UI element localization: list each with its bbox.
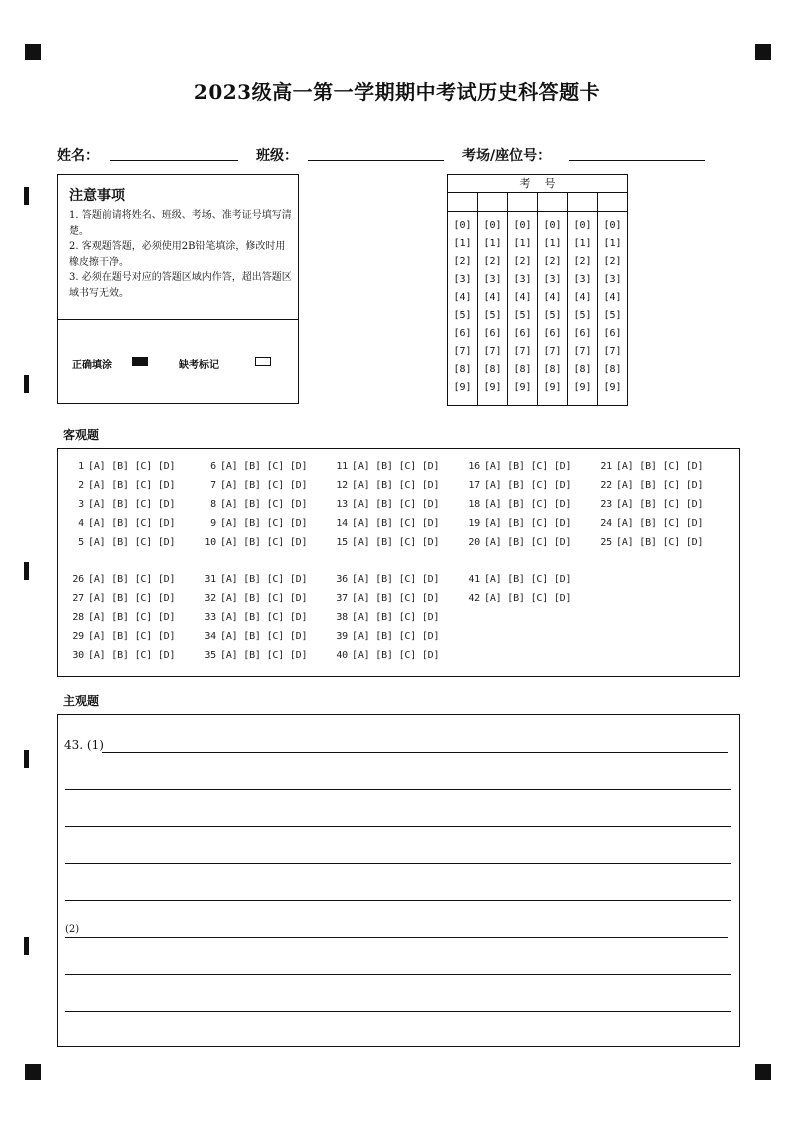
exam-digit-bubble[interactable]: [1] <box>453 238 472 249</box>
question-number: 32 <box>204 593 216 604</box>
question-number: 1 <box>78 461 84 472</box>
answer-options[interactable]: [A] [B] [C] [D] <box>616 537 704 548</box>
exam-digit-bubble[interactable]: [7] <box>543 346 562 357</box>
exam-digit-bubble[interactable]: [0] <box>573 220 592 231</box>
objective-question-33[interactable] <box>196 612 307 623</box>
exam-digit-bubble[interactable]: [2] <box>573 256 592 267</box>
exam-digit-bubble[interactable]: [5] <box>483 310 502 321</box>
answer-options[interactable]: [A] [B] [C] [D] <box>88 537 176 548</box>
question-number: 29 <box>72 631 84 642</box>
answer-options[interactable]: [A] [B] [C] [D] <box>352 650 440 661</box>
question-number: 36 <box>336 574 348 585</box>
question-number: 35 <box>204 650 216 661</box>
exam-digit-bubble[interactable]: [3] <box>543 274 562 285</box>
objective-question-36[interactable] <box>328 574 439 585</box>
objective-question-5[interactable] <box>64 537 175 548</box>
answer-line[interactable] <box>65 863 731 864</box>
question-number: 41 <box>468 574 480 585</box>
question-number: 27 <box>72 593 84 604</box>
exam-digit-bubble[interactable]: [9] <box>573 382 592 393</box>
exam-digit-bubble[interactable]: [2] <box>603 256 622 267</box>
question-number: 4 <box>78 518 84 529</box>
objective-question-39[interactable] <box>328 631 439 642</box>
answer-options[interactable]: [A] [B] [C] [D] <box>220 650 308 661</box>
exam-digit-bubble[interactable]: [9] <box>513 382 532 393</box>
answer-options[interactable]: [A] [B] [C] [D] <box>220 499 308 510</box>
question-number: 39 <box>336 631 348 642</box>
exam-digit-bubble[interactable]: [8] <box>543 364 562 375</box>
exam-digit-bubble[interactable]: [9] <box>543 382 562 393</box>
answer-line[interactable] <box>65 900 731 901</box>
exam-digit-bubble[interactable]: [4] <box>483 292 502 303</box>
question-number: 2 <box>78 480 84 491</box>
corner-mark-bottom-right <box>755 1064 771 1080</box>
timing-mark <box>24 562 29 580</box>
answer-options[interactable]: [A] [B] [C] [D] <box>220 574 308 585</box>
exam-digit-bubble[interactable]: [8] <box>483 364 502 375</box>
objective-question-17[interactable] <box>460 480 571 491</box>
question-number: 5 <box>78 537 84 548</box>
exam-number-write-cell[interactable] <box>478 193 507 212</box>
answer-options[interactable]: [A] [B] [C] [D] <box>484 593 572 604</box>
subjective-section-label: 主观题 <box>63 694 100 708</box>
exam-digit-bubble[interactable]: [0] <box>453 220 472 231</box>
answer-options[interactable]: [A] [B] [C] [D] <box>220 518 308 529</box>
objective-question-38[interactable] <box>328 612 439 623</box>
exam-number-write-cell[interactable] <box>538 193 567 212</box>
exam-digit-bubble[interactable]: [6] <box>453 328 472 339</box>
exam-digit-bubble[interactable]: [9] <box>603 382 622 393</box>
notice-items <box>69 208 295 301</box>
exam-number-header: 考号 <box>448 175 627 193</box>
correct-fill-label: 正确填涂 <box>72 360 112 371</box>
question-number: 8 <box>210 499 216 510</box>
exam-digit-bubble[interactable]: [6] <box>513 328 532 339</box>
exam-digit-bubble[interactable]: [2] <box>453 256 472 267</box>
answer-options[interactable]: [A] [B] [C] [D] <box>220 612 308 623</box>
exam-number-write-cell[interactable] <box>508 193 537 212</box>
answer-options[interactable]: [A] [B] [C] [D] <box>220 631 308 642</box>
question-number: 31 <box>204 574 216 585</box>
answer-options[interactable]: [A] [B] [C] [D] <box>88 612 176 623</box>
corner-mark-bottom-left <box>25 1064 41 1080</box>
exam-number-column <box>478 193 508 405</box>
question-number: 15 <box>336 537 348 548</box>
exam-digit-bubble[interactable]: [5] <box>573 310 592 321</box>
answer-options[interactable]: [A] [B] [C] [D] <box>616 499 704 510</box>
question-number: 14 <box>336 518 348 529</box>
objective-question-24[interactable] <box>592 518 703 529</box>
exam-number-column <box>508 193 538 405</box>
answer-options[interactable]: [A] [B] [C] [D] <box>88 574 176 585</box>
notice-item: 2. 客观题答题，必须使用2B铅笔填涂，修改时用橡皮擦干净。 <box>69 241 286 268</box>
answer-line[interactable] <box>65 937 728 938</box>
answer-options[interactable]: [A] [B] [C] [D] <box>88 480 176 491</box>
objective-question-42[interactable] <box>460 593 571 604</box>
exam-digit-bubble[interactable]: [4] <box>573 292 592 303</box>
name-label: 姓名： <box>57 148 99 164</box>
objective-question-6[interactable] <box>196 461 307 472</box>
exam-digit-bubble[interactable]: [0] <box>603 220 622 231</box>
subjective-answer-area <box>57 714 740 1047</box>
correct-fill-sample <box>132 357 148 366</box>
answer-options[interactable]: [A] [B] [C] [D] <box>484 461 572 472</box>
notice-item: 3. 必须在题号对应的答题区域内作答，超出答题区域书写无效。 <box>69 272 292 299</box>
exam-digit-bubble[interactable]: [6] <box>483 328 502 339</box>
objective-question-27[interactable] <box>64 593 175 604</box>
exam-digit-bubble[interactable]: [1] <box>483 238 502 249</box>
question-number: 12 <box>336 480 348 491</box>
question-number: 23 <box>600 499 612 510</box>
exam-digit-bubble[interactable]: [1] <box>603 238 622 249</box>
objective-question-8[interactable] <box>196 499 307 510</box>
question-number: 28 <box>72 612 84 623</box>
answer-options[interactable]: [A] [B] [C] [D] <box>352 593 440 604</box>
question-number: 33 <box>204 612 216 623</box>
objective-question-37[interactable] <box>328 593 439 604</box>
question-number: 11 <box>336 461 348 472</box>
question-43-part-2-label: (2) <box>65 924 80 935</box>
exam-digit-bubble[interactable]: [8] <box>603 364 622 375</box>
answer-options[interactable]: [A] [B] [C] [D] <box>352 574 440 585</box>
objective-question-31[interactable] <box>196 574 307 585</box>
answer-options[interactable]: [A] [B] [C] [D] <box>616 480 704 491</box>
question-number: 16 <box>468 461 480 472</box>
answer-options[interactable]: [A] [B] [C] [D] <box>484 574 572 585</box>
objective-question-28[interactable] <box>64 612 175 623</box>
timing-mark <box>24 375 29 393</box>
exam-digit-bubble[interactable]: [6] <box>543 328 562 339</box>
question-number: 19 <box>468 518 480 529</box>
objective-question-7[interactable] <box>196 480 307 491</box>
answer-options[interactable]: [A] [B] [C] [D] <box>220 480 308 491</box>
exam-digit-bubble[interactable]: [7] <box>453 346 472 357</box>
exam-number-column <box>448 193 478 405</box>
exam-digit-bubble[interactable]: [5] <box>603 310 622 321</box>
answer-options[interactable]: [A] [B] [C] [D] <box>88 518 176 529</box>
exam-digit-bubble[interactable]: [5] <box>453 310 472 321</box>
answer-options[interactable]: [A] [B] [C] [D] <box>352 518 440 529</box>
objective-question-34[interactable] <box>196 631 307 642</box>
question-number: 25 <box>600 537 612 548</box>
objective-question-15[interactable] <box>328 537 439 548</box>
notice-item: 1. 答题前请将姓名、班级、考场、准考证号填写清楚。 <box>69 210 292 237</box>
objective-question-14[interactable] <box>328 518 439 529</box>
question-number: 7 <box>210 480 216 491</box>
question-number: 34 <box>204 631 216 642</box>
exam-digit-bubble[interactable]: [2] <box>483 256 502 267</box>
exam-digit-bubble[interactable]: [4] <box>513 292 532 303</box>
answer-options[interactable]: [A] [B] [C] [D] <box>484 499 572 510</box>
question-number: 18 <box>468 499 480 510</box>
question-number: 38 <box>336 612 348 623</box>
exam-digit-bubble[interactable]: [3] <box>603 274 622 285</box>
objective-question-26[interactable] <box>64 574 175 585</box>
exam-digit-bubble[interactable]: [4] <box>603 292 622 303</box>
exam-digit-bubble[interactable]: [7] <box>483 346 502 357</box>
absent-mark-label: 缺考标记 <box>179 360 219 371</box>
objective-question-18[interactable] <box>460 499 571 510</box>
exam-digit-bubble[interactable]: [8] <box>513 364 532 375</box>
objective-question-16[interactable] <box>460 461 571 472</box>
exam-digit-bubble[interactable]: [7] <box>603 346 622 357</box>
objective-question-23[interactable] <box>592 499 703 510</box>
exam-digit-bubble[interactable]: [4] <box>543 292 562 303</box>
name-field[interactable] <box>110 160 238 161</box>
answer-options[interactable]: [A] [B] [C] [D] <box>88 499 176 510</box>
answer-options[interactable]: [A] [B] [C] [D] <box>220 537 308 548</box>
objective-question-35[interactable] <box>196 650 307 661</box>
question-number: 42 <box>468 593 480 604</box>
objective-question-13[interactable] <box>328 499 439 510</box>
question-number: 37 <box>336 593 348 604</box>
answer-options[interactable]: [A] [B] [C] [D] <box>352 499 440 510</box>
objective-question-12[interactable] <box>328 480 439 491</box>
answer-options[interactable]: [A] [B] [C] [D] <box>352 480 440 491</box>
answer-options[interactable]: [A] [B] [C] [D] <box>484 518 572 529</box>
objective-question-22[interactable] <box>592 480 703 491</box>
objective-question-21[interactable] <box>592 461 703 472</box>
question-number: 30 <box>72 650 84 661</box>
exam-digit-bubble[interactable]: [7] <box>513 346 532 357</box>
exam-digit-bubble[interactable]: [6] <box>603 328 622 339</box>
question-number: 40 <box>336 650 348 661</box>
absent-mark-checkbox[interactable] <box>255 357 271 366</box>
exam-number-write-cell[interactable] <box>448 193 477 212</box>
answer-options[interactable]: [A] [B] [C] [D] <box>88 650 176 661</box>
exam-number-grid <box>447 174 628 406</box>
question-number: 3 <box>78 499 84 510</box>
objective-question-2[interactable] <box>64 480 175 491</box>
answer-options[interactable]: [A] [B] [C] [D] <box>352 461 440 472</box>
question-number: 21 <box>600 461 612 472</box>
objective-question-1[interactable] <box>64 461 175 472</box>
exam-digit-bubble[interactable]: [2] <box>513 256 532 267</box>
exam-digit-bubble[interactable]: [3] <box>453 274 472 285</box>
page-title: 2023级高一第一学期期中考试历史科答题卡 <box>193 80 601 104</box>
answer-options[interactable]: [A] [B] [C] [D] <box>88 631 176 642</box>
exam-digit-bubble[interactable]: [0] <box>513 220 532 231</box>
objective-question-10[interactable] <box>196 537 307 548</box>
answer-options[interactable]: [A] [B] [C] [D] <box>352 612 440 623</box>
question-number: 13 <box>336 499 348 510</box>
exam-number-write-cell[interactable] <box>598 193 627 212</box>
answer-options[interactable]: [A] [B] [C] [D] <box>616 461 704 472</box>
exam-digit-bubble[interactable]: [3] <box>573 274 592 285</box>
exam-digit-bubble[interactable]: [0] <box>543 220 562 231</box>
question-number: 24 <box>600 518 612 529</box>
corner-mark-top-left <box>25 44 41 60</box>
question-number: 22 <box>600 480 612 491</box>
question-number: 9 <box>210 518 216 529</box>
exam-digit-bubble[interactable]: [4] <box>453 292 472 303</box>
notice-box <box>57 174 299 404</box>
seat-field[interactable] <box>569 160 705 161</box>
answer-options[interactable]: [A] [B] [C] [D] <box>484 537 572 548</box>
objective-question-29[interactable] <box>64 631 175 642</box>
exam-number-column <box>598 193 627 405</box>
exam-digit-bubble[interactable]: [0] <box>483 220 502 231</box>
answer-line[interactable] <box>65 974 731 975</box>
answer-options[interactable]: [A] [B] [C] [D] <box>220 593 308 604</box>
seat-label: 考场/座位号： <box>462 148 552 164</box>
class-label: 班级： <box>256 148 298 164</box>
timing-mark <box>24 187 29 205</box>
exam-digit-bubble[interactable]: [5] <box>513 310 532 321</box>
objective-question-40[interactable] <box>328 650 439 661</box>
divider <box>58 319 298 320</box>
answer-line[interactable] <box>65 826 731 827</box>
exam-digit-bubble[interactable]: [1] <box>543 238 562 249</box>
exam-digit-bubble[interactable]: [7] <box>573 346 592 357</box>
answer-options[interactable]: [A] [B] [C] [D] <box>352 631 440 642</box>
objective-question-32[interactable] <box>196 593 307 604</box>
answer-line[interactable] <box>65 1011 731 1012</box>
exam-digit-bubble[interactable]: [1] <box>573 238 592 249</box>
question-number: 26 <box>72 574 84 585</box>
question-number: 20 <box>468 537 480 548</box>
question-number: 10 <box>204 537 216 548</box>
exam-digit-bubble[interactable]: [1] <box>513 238 532 249</box>
objective-question-25[interactable] <box>592 537 703 548</box>
answer-options[interactable]: [A] [B] [C] [D] <box>484 480 572 491</box>
objective-question-9[interactable] <box>196 518 307 529</box>
timing-mark <box>24 750 29 768</box>
exam-digit-bubble[interactable]: [8] <box>573 364 592 375</box>
exam-digit-bubble[interactable]: [3] <box>483 274 502 285</box>
objective-question-11[interactable] <box>328 461 439 472</box>
answer-options[interactable]: [A] [B] [C] [D] <box>352 537 440 548</box>
question-number: 17 <box>468 480 480 491</box>
exam-digit-bubble[interactable]: [2] <box>543 256 562 267</box>
answer-options[interactable]: [A] [B] [C] [D] <box>220 461 308 472</box>
answer-options[interactable]: [A] [B] [C] [D] <box>88 461 176 472</box>
objective-question-3[interactable] <box>64 499 175 510</box>
answer-options[interactable]: [A] [B] [C] [D] <box>616 518 704 529</box>
answer-options[interactable]: [A] [B] [C] [D] <box>88 593 176 604</box>
exam-digit-bubble[interactable]: [9] <box>453 382 472 393</box>
objective-question-30[interactable] <box>64 650 175 661</box>
objective-question-19[interactable] <box>460 518 571 529</box>
objective-question-4[interactable] <box>64 518 175 529</box>
exam-number-write-cell[interactable] <box>568 193 597 212</box>
timing-mark <box>24 937 29 955</box>
objective-answer-area <box>57 448 740 677</box>
exam-number-column <box>568 193 598 405</box>
exam-digit-bubble[interactable]: [8] <box>453 364 472 375</box>
exam-digit-bubble[interactable]: [3] <box>513 274 532 285</box>
objective-question-20[interactable] <box>460 537 571 548</box>
exam-number-column <box>538 193 568 405</box>
answer-line[interactable] <box>65 789 731 790</box>
objective-question-41[interactable] <box>460 574 571 585</box>
exam-digit-bubble[interactable]: [5] <box>543 310 562 321</box>
question-number: 6 <box>210 461 216 472</box>
exam-digit-bubble[interactable]: [9] <box>483 382 502 393</box>
objective-section-label: 客观题 <box>63 428 100 442</box>
answer-line[interactable] <box>102 752 728 753</box>
exam-digit-bubble[interactable]: [6] <box>573 328 592 339</box>
notice-title: 注意事项 <box>69 188 125 204</box>
class-field[interactable] <box>308 160 444 161</box>
corner-mark-top-right <box>755 44 771 60</box>
question-43-part-1-label: 43. (1) <box>64 738 104 752</box>
